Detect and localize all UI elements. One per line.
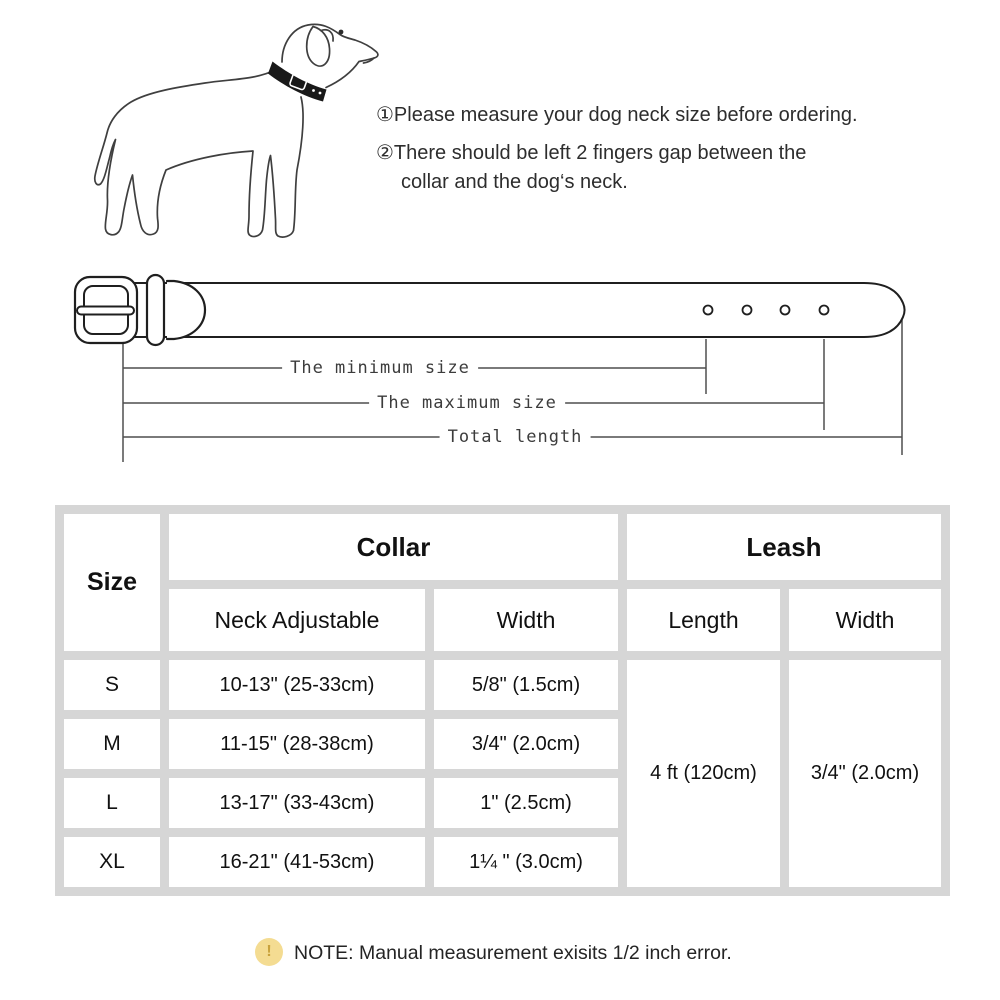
header-neck-adjustable: Neck Adjustable (169, 589, 425, 651)
cell-size-s: S (64, 660, 160, 710)
exclamation-icon: ! (255, 938, 283, 966)
strap-keeper (147, 275, 164, 345)
strap-hole (781, 306, 790, 315)
cell-size-xl: XL (64, 837, 160, 887)
cell-neck-l: 13-17" (33-43cm) (169, 778, 425, 828)
instruction-1: ①Please measure your dog neck size before ordering. (376, 104, 858, 126)
cell-leash-width: 3/4" (2.0cm) (789, 660, 941, 887)
header-leash: Leash (627, 514, 941, 580)
cell-width-m: 3/4" (2.0cm) (434, 719, 618, 769)
strap-hole (743, 306, 752, 315)
cell-leash-length: 4 ft (120cm) (627, 660, 780, 887)
cell-neck-m: 11-15" (28-38cm) (169, 719, 425, 769)
header-leash-width: Width (789, 589, 941, 651)
cell-width-s: 5/8" (1.5cm) (434, 660, 618, 710)
strap-hole (820, 306, 829, 315)
note-text: NOTE: Manual measurement exisits 1/2 inch error. (294, 942, 732, 964)
cell-width-l: 1" (2.5cm) (434, 778, 618, 828)
header-collar-width: Width (434, 589, 618, 651)
total-length-label: Total length (440, 427, 591, 447)
header-size: Size (64, 514, 160, 651)
buckle-pin (77, 307, 134, 315)
minimum-size-label: The minimum size (282, 358, 478, 378)
collar-illustration (75, 275, 905, 345)
cell-neck-xl: 16-21" (41-53cm) (169, 837, 425, 887)
strap-hole (704, 306, 713, 315)
cell-size-m: M (64, 719, 160, 769)
cell-neck-s: 10-13" (25-33cm) (169, 660, 425, 710)
maximum-size-label: The maximum size (369, 393, 565, 413)
header-leash-length: Length (627, 589, 780, 651)
instruction-2-line1: ②There should be left 2 fingers gap between the (376, 142, 807, 164)
instruction-2-line2: collar and the dog‘s neck. (401, 171, 628, 193)
cell-size-l: L (64, 778, 160, 828)
table-row (64, 660, 941, 710)
cell-width-xl: 1¼ " (3.0cm) (434, 837, 618, 887)
size-table (55, 505, 950, 896)
header-collar: Collar (169, 514, 618, 580)
